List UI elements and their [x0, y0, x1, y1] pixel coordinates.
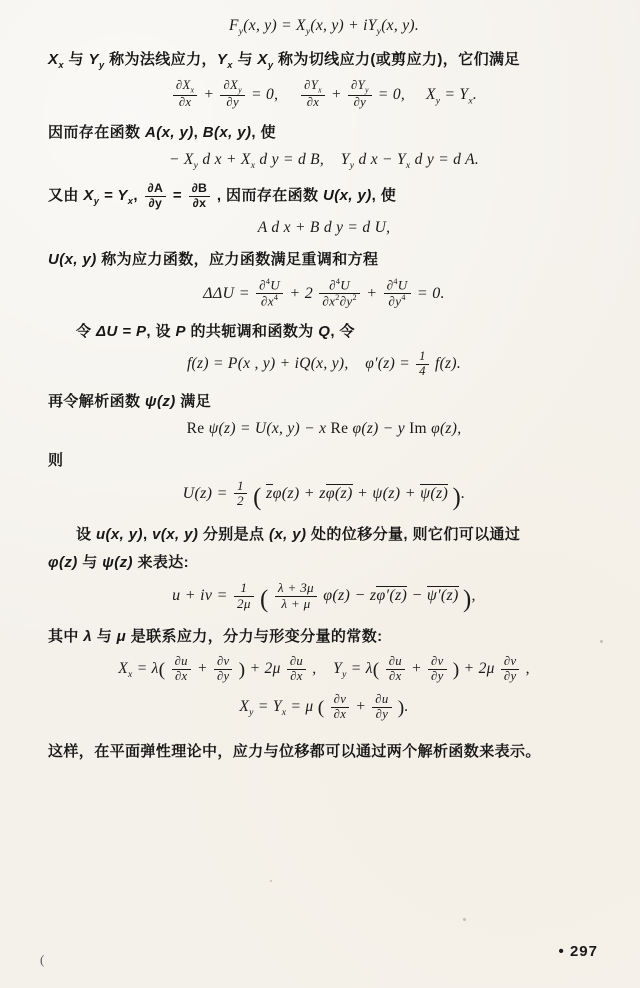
equation-10: $X_x = \lambda$( $\frac{\partial u}{\partial x}$ + $\frac{\partial v}{\partial y}$ ) + 2μ $\frac{\partial u}{\partial x}$ , $Y_y = \lambda$( $\frac{\partial u}{\partial x}$ + $\frac{\partial v}{\partial y}$ ) + 2μ $\frac{\partial v}{\partial y}$ , — [118, 654, 530, 684]
document-body — [48, 8, 600, 768]
paragraph-1: $X_x$ 与 $Y_y$ 称为法线应力，$Y_x$ 与 $X_y$ 称为切线应力(或剪应力)，它们满足 — [48, 51, 520, 71]
equation-3: − $X_y$ d $x + X_x$ d y = d B, $Y_y$ d $x - Y_x$ d y = d A. — [168, 151, 480, 172]
equation-11: $X_y = Y_x = \mu$ ( $\frac{\partial v}{\partial x}$ + $\frac{\partial u}{\partial y}$ ). — [239, 692, 409, 722]
equation-4: A d x + B d y = d U, — [257, 219, 391, 237]
paragraph-3: 又由 $X_y = Y_x$, $\frac{\partial A}{\partial y}$ = $\frac{\partial B}{\partial x}$ , 因而存在函数 U(x, y), 使 — [48, 181, 397, 210]
paper-speck — [600, 640, 603, 643]
corner-mark: ( — [40, 952, 45, 967]
paragraph-9: 其中 λ 与 μ 是联系应力，分力与形变分量的常数: — [48, 628, 383, 646]
paragraph-2: 因而存在函数 A(x, y), B(x, y), 使 — [48, 124, 276, 142]
equation-2: $\frac{\partial X_x}{\partial x}$ + $\frac{\partial X_y}{\partial y}$ = 0, $\frac{\partial Y_x}{\partial x}$ + $\frac{\partial Y_y}{\partial y}$ = 0, $X_y = Y_x$. — [48, 79, 600, 110]
paragraph-5: 令 ΔU = P, 设 P 的共轭调和函数为 Q, 令 — [76, 323, 355, 340]
equation-5: ΔΔU = $\frac{\partial^4U}{\partial x^4}$ + 2 $\frac{\partial^4U}{\partial x^2\partial y^2}$ + $\frac{\partial^4U}{\partial y^4}$ = 0. — [203, 277, 445, 309]
equation-6: f(z) = P(x , y) + iQ(x, y), φ′(z) = $\frac{1}{4}$ f(z). — [186, 349, 462, 378]
equation-9: u + iv = $\frac{1}{2\mu}$ ( $\frac{\lambda + 3\mu}{\lambda + \mu}$ φ(z) − zφ′(z) − ψ′(z) ), — [172, 580, 476, 614]
paragraph-10: 这样，在平面弹性理论中，应力与位移都可以通过两个解析函数来表示。 — [48, 743, 541, 761]
page-number: • 297 — [558, 943, 598, 960]
paper-speck — [270, 880, 272, 882]
paragraph-6: 再令解析函数 ψ(z) 满足 — [48, 392, 212, 410]
paper-speck — [463, 918, 466, 921]
equation-8: U(z) = $\frac{1}{2}$ ( zφ(z) + zφ(z) + ψ(z) + ψ(z) ). — [182, 477, 466, 512]
paragraph-7: 则 — [48, 451, 64, 469]
paragraph-4: U(x, y) 称为应力函数，应力函数满足重调和方程 — [48, 251, 379, 269]
equation-1: $F_y(x$, $y) = X_y(x$, $y) + iY_y(x$, y). — [228, 17, 420, 38]
equation-7: Re ψ(z) = U(x, y) − x Re φ(z) − y Im φ(z), — [186, 419, 462, 437]
paragraph-8-cont: φ(z) 与 ψ(z) 来表达: — [48, 554, 190, 572]
paragraph-8: 设 u(x, y), v(x, y) 分别是点 (x, y) 处的位移分量, 则它们可以通过 — [76, 526, 521, 544]
